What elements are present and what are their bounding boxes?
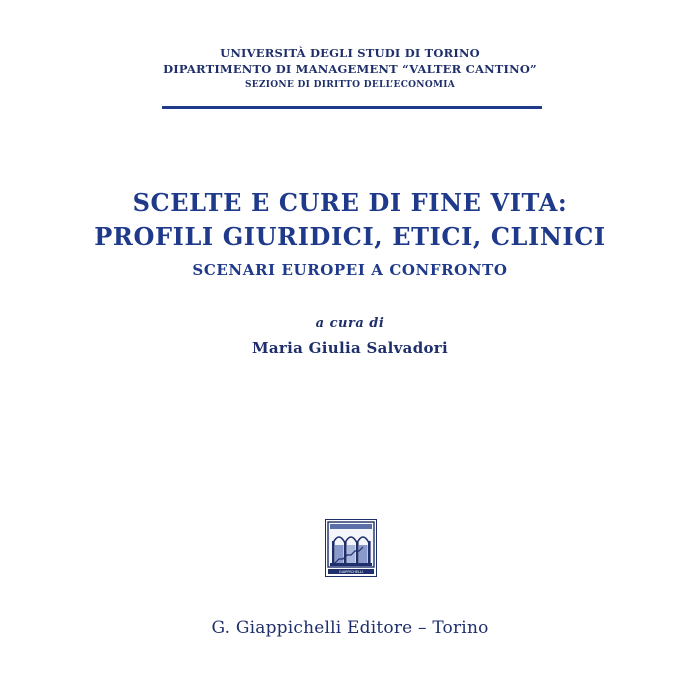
header-divider xyxy=(162,106,542,109)
section-name: SEZIONE DI DIRITTO DELL’ECONOMIA xyxy=(244,80,456,90)
book-subtitle: SCENARI EUROPEI A CONFRONTO xyxy=(192,261,508,279)
curator-label: a cura di xyxy=(315,316,385,331)
university-name: UNIVERSITÀ DEGLI STUDI DI TORINO xyxy=(220,46,480,60)
svg-text:GIAPPICHELLI: GIAPPICHELLI xyxy=(338,570,364,575)
publisher-logo-icon xyxy=(325,519,377,577)
publisher-name: G. Giappichelli Editore – Torino xyxy=(211,618,489,638)
department-name: DIPARTIMENTO DI MANAGEMENT “VALTER CANTINO” xyxy=(163,62,537,76)
curator-name: Maria Giulia Salvadori xyxy=(252,339,448,357)
book-title-line-1: SCELTE E CURE DI FINE VITA: xyxy=(132,188,568,217)
book-title-line-2: PROFILI GIURIDICI, ETICI, CLINICI xyxy=(94,222,606,251)
